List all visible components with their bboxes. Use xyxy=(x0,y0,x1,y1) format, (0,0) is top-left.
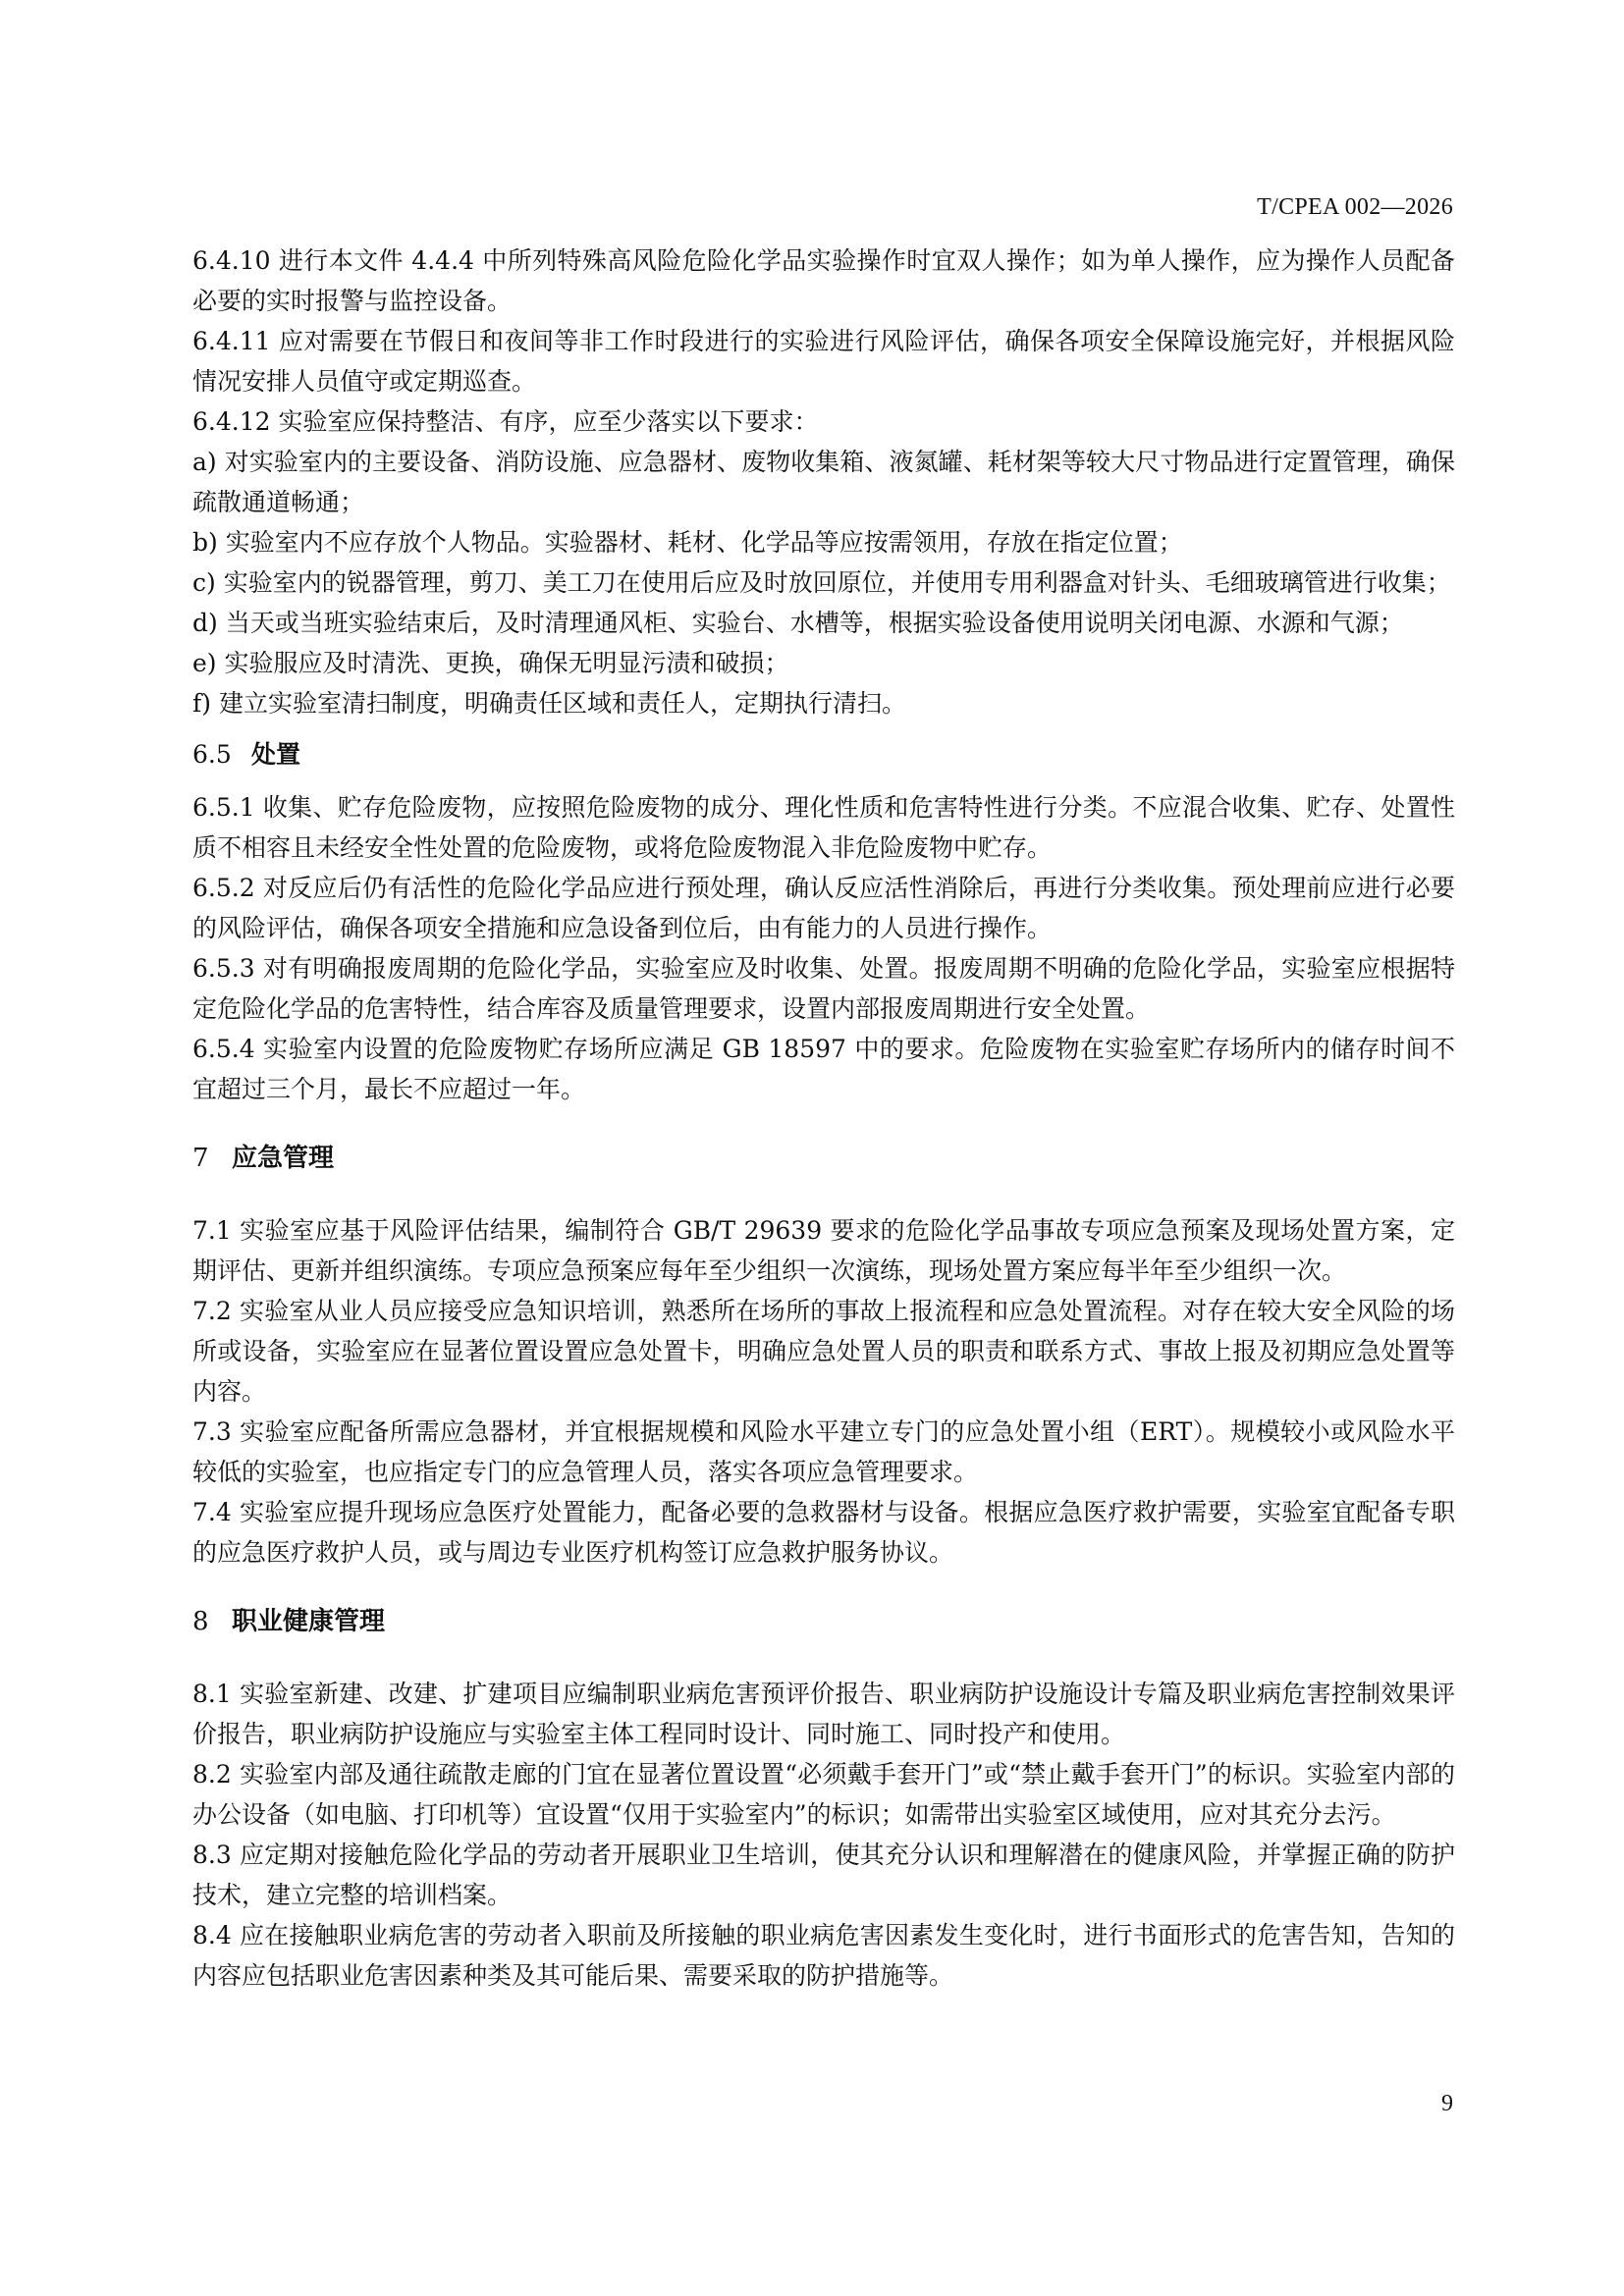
paragraph: 6.4.10 进行本文件 4.4.4 中所列特殊高风险危险化学品实验操作时宜双人操作；如为单人操作，应为操作人员配备必要的实时报警与监控设备。 xyxy=(192,246,1455,315)
document-code: T/CPEA 002—2026 xyxy=(1257,194,1453,220)
paragraph: 6.5.1 收集、贮存危险废物，应按照危险废物的成分、理化性质和危害特性进行分类。不应混合收集、贮存、处置性质不相容且未经安全性处置的危险废物，或将危险废物混入非危险废物中贮存。 xyxy=(192,793,1455,862)
paragraph: e) 实验服应及时清洗、更换，确保无明显污渍和破损； xyxy=(192,649,789,677)
paragraph: a) 对实验室内的主要设备、消防设施、应急器材、废物收集箱、液氮罐、耗材架等较大尺寸物品进行定置管理，确保疏散通道畅通； xyxy=(192,448,1455,516)
paragraph: 8.4 应在接触职业病危害的劳动者入职前及所接触的职业病危害因素发生变化时，进行书面形式的危害告知，告知的内容应包括职业危害因素种类及其可能后果、需要采取的防护措施等。 xyxy=(192,1921,1455,1990)
heading-title: 处置 xyxy=(251,740,301,769)
heading-number: 7 xyxy=(192,1144,209,1173)
paragraph: 6.5.3 对有明确报废周期的危险化学品，实验室应及时收集、处置。报废周期不明确的危险化学品，实验室应根据特定危险化学品的危害特性，结合库容及质量管理要求，设置内部报废周期进行安全处置。 xyxy=(192,954,1455,1023)
paragraph: 6.5.4 实验室内设置的危险废物贮存场所应满足 GB 18597 中的要求。危险废物在实验室贮存场所内的储存时间不宜超过三个月，最长不应超过一年。 xyxy=(192,1035,1455,1103)
subsection-heading xyxy=(192,734,1455,774)
paragraph: 6.4.11 应对需要在节假日和夜间等非工作时段进行的实验进行风险评估，确保各项安全保障设施完好，并根据风险情况安排人员值守或定期巡查。 xyxy=(192,327,1455,396)
section-heading xyxy=(192,1139,1455,1179)
paragraph: b) 实验室内不应存放个人物品。实验器材、耗材、化学品等应按需领用，存放在指定位置； xyxy=(192,528,1183,557)
heading-title: 职业健康管理 xyxy=(232,1607,386,1636)
paragraph: 6.4.12 实验室应保持整洁、有序，应至少落实以下要求： xyxy=(192,407,819,436)
heading-number: 8 xyxy=(192,1607,209,1636)
paragraph: 7.4 实验室应提升现场应急医疗处置能力，配备必要的急救器材与设备。根据应急医疗救护需要，实验室宜配备专职的应急医疗救护人员，或与周边专业医疗机构签订应急救护服务协议。 xyxy=(192,1498,1455,1567)
paragraph: 7.2 实验室从业人员应接受应急知识培训，熟悉所在场所的事故上报流程和应急处置流程。对存在较大安全风险的场所或设备，实验室应在显著位置设置应急处置卡，明确应急处置人员的职责和联系方式、事故上报及初期应急处置等内容。 xyxy=(192,1297,1455,1406)
paragraph: 7.3 实验室应配备所需应急器材，并宜根据规模和风险水平建立专门的应急处置小组（ERT）。规模较小或风险水平较低的实验室，也应指定专门的应急管理人员，落实各项应急管理要求。 xyxy=(192,1417,1455,1486)
paragraph: 7.1 实验室应基于风险评估结果，编制符合 GB/T 29639 要求的危险化学品事故专项应急预案及现场处置方案，定期评估、更新并组织演练。专项应急预案应每年至少组织一次演练，现场处置方案应每半年至少组织一次。 xyxy=(192,1216,1455,1285)
document-body xyxy=(192,240,1455,1996)
paragraph: 8.1 实验室新建、改建、扩建项目应编制职业病危害预评价报告、职业病防护设施设计专篇及职业病危害控制效果评价报告，职业病防护设施应与实验室主体工程同时设计、同时施工、同时投产和使用。 xyxy=(192,1680,1455,1748)
heading-title: 应急管理 xyxy=(232,1144,335,1173)
section-heading xyxy=(192,1602,1455,1642)
paragraph: 8.2 实验室内部及通往疏散走廊的门宜在显著位置设置“必须戴手套开门”或“禁止戴手套开门”的标识。实验室内部的办公设备（如电脑、打印机等）宜设置“仅用于实验室内”的标识；如需带出实验室区域使用，应对其充分去污。 xyxy=(192,1760,1455,1829)
page-number: 9 xyxy=(1441,2091,1453,2116)
paragraph: 8.3 应定期对接触危险化学品的劳动者开展职业卫生培训，使其充分认识和理解潜在的健康风险，并掌握正确的防护技术，建立完整的培训档案。 xyxy=(192,1841,1455,1909)
paragraph: c) 实验室内的锐器管理，剪刀、美工刀在使用后应及时放回原位，并使用专用利器盒对针头、毛细玻璃管进行收集； xyxy=(192,568,1451,597)
heading-number: 6.5 xyxy=(192,740,232,769)
paragraph: f) 建立实验室清扫制度，明确责任区域和责任人，定期执行清扫。 xyxy=(192,689,906,718)
paragraph: 6.5.2 对反应后仍有活性的危险化学品应进行预处理，确认反应活性消除后，再进行分类收集。预处理前应进行必要的风险评估，确保各项安全措施和应急设备到位后，由有能力的人员进行操作。 xyxy=(192,874,1455,942)
paragraph: d) 当天或当班实验结束后，及时清理通风柜、实验台、水槽等，根据实验设备使用说明关闭电源、水源和气源； xyxy=(192,609,1404,637)
